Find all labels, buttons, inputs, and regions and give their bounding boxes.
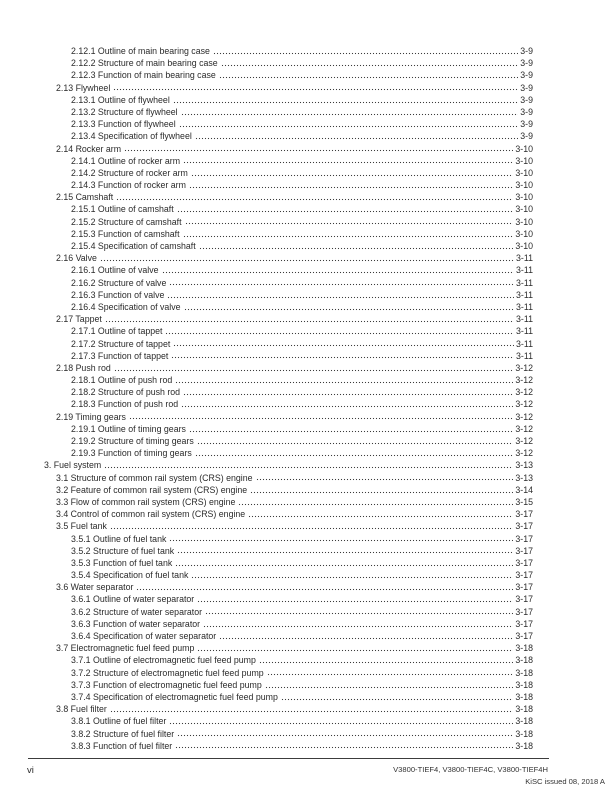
toc-entry[interactable]: [44, 728, 533, 740]
toc-entry-page: 3-18: [515, 716, 533, 727]
toc-entry-page: 3-12: [515, 375, 533, 386]
toc-entry-label: 2.16 Valve: [56, 253, 97, 264]
toc-entry-label: 3.6.3 Function of water separator: [71, 618, 201, 629]
toc-leader-dots: [267, 667, 514, 679]
toc-entry-label: 2.16.1 Outline of valve: [71, 265, 159, 276]
toc-entry-label: 2.16.2 Structure of valve: [71, 277, 167, 288]
toc-entry[interactable]: [44, 740, 533, 752]
toc-entry[interactable]: [44, 557, 533, 569]
toc-entry-label: 2.15.3 Function of camshaft: [71, 228, 180, 239]
toc-entry[interactable]: [44, 459, 533, 471]
toc-entry-page: 3-18: [515, 655, 533, 666]
toc-leader-dots: [221, 57, 519, 69]
toc-entry-label: 3.5.2 Structure of fuel tank: [71, 545, 175, 556]
toc-entry-label: 3.5.3 Function of fuel tank: [71, 557, 173, 568]
toc-entry-page: 3-9: [520, 119, 533, 130]
toc-entry-page: 3-10: [515, 167, 533, 178]
toc-entry-page: 3-17: [515, 521, 533, 532]
toc-entry-page: 3-17: [515, 631, 533, 641]
toc-entry-page: 3-11: [516, 301, 533, 312]
toc-entry-page: 3-9: [520, 94, 533, 105]
toc-entry-label: 2.17.3 Function of tappet: [71, 350, 169, 361]
toc-leader-dots: [114, 362, 514, 374]
footer-model-codes: V3800-TIEF4, V3800-TIEF4C, V3800-TIEF4H: [393, 765, 548, 774]
toc-entry[interactable]: [44, 374, 533, 386]
toc-entry[interactable]: [44, 167, 533, 179]
toc-entry-page: 3-12: [515, 448, 533, 459]
toc-entry[interactable]: [44, 630, 533, 642]
toc-entry-label: 2.18.2 Structure of push rod: [71, 387, 181, 398]
toc-entry[interactable]: [44, 203, 533, 215]
toc-entry-page: 3-11: [516, 277, 533, 288]
toc-entry[interactable]: [44, 155, 533, 167]
toc-entry-label: 2.19.3 Function of timing gears: [71, 448, 192, 459]
toc-entry[interactable]: [44, 252, 533, 264]
toc-leader-dots: [238, 496, 513, 508]
toc-entry-label: 3.5.4 Specification of fuel tank: [71, 570, 189, 581]
toc-leader-dots: [183, 228, 514, 240]
toc-entry-label: 2.15.2 Structure of camshaft: [71, 216, 182, 227]
toc-entry-label: 2.19.2 Structure of timing gears: [71, 436, 194, 446]
toc-entry-page: 3-17: [515, 533, 533, 544]
toc-entry[interactable]: [44, 130, 533, 142]
toc-entry-label: 2.14.3 Function of rocker arm: [71, 180, 186, 191]
toc-entry-page: 3-11: [516, 314, 533, 325]
toc-entry-label: 3.7 Electromagnetic fuel feed pump: [56, 643, 195, 654]
toc-leader-dots: [281, 691, 514, 703]
toc-leader-dots: [175, 557, 513, 569]
toc-entry-page: 3-9: [520, 106, 533, 117]
toc-entry-page: 3-10: [515, 216, 533, 227]
toc-entry-label: 3.5.1 Outline of fuel tank: [71, 533, 167, 544]
toc-leader-dots: [173, 94, 519, 106]
toc-leader-dots: [183, 386, 513, 398]
toc-entry-label: 2.14.1 Outline of rocker arm: [71, 155, 181, 166]
toc-leader-dots: [171, 350, 514, 362]
toc-entry-label: 2.18.1 Outline of push rod: [71, 375, 173, 386]
toc-entry-page: 3-17: [515, 618, 533, 629]
toc-entry-page: 3-9: [520, 46, 533, 56]
toc-entry-page: 3-17: [515, 545, 533, 556]
toc-entry[interactable]: [44, 106, 533, 118]
toc-leader-dots: [265, 679, 514, 691]
toc-entry-label: 2.12.1 Outline of main bearing case: [71, 46, 210, 56]
toc-leader-dots: [177, 728, 513, 740]
toc-entry[interactable]: [44, 545, 533, 557]
toc-leader-dots: [179, 118, 519, 130]
toc-leader-dots: [116, 191, 513, 203]
toc-entry[interactable]: [44, 618, 533, 630]
toc-entry[interactable]: [44, 569, 533, 581]
toc-leader-dots: [175, 374, 513, 386]
toc-entry-page: 3-13: [515, 460, 533, 471]
toc-entry[interactable]: [44, 338, 533, 350]
toc-entry-label: 2.12.2 Structure of main bearing case: [71, 58, 218, 69]
toc-entry[interactable]: [44, 679, 533, 691]
toc-entry-label: 3.5 Fuel tank: [56, 521, 107, 532]
toc-entry-page: 3-10: [515, 192, 533, 203]
toc-entry-label: 2.19 Timing gears: [56, 411, 126, 422]
toc-entry[interactable]: [44, 277, 533, 289]
toc-leader-dots: [189, 423, 513, 435]
toc-leader-dots: [185, 216, 514, 228]
toc-entry-page: 3-18: [515, 679, 533, 690]
toc-entry-label: 2.12.3 Function of main bearing case: [71, 70, 216, 81]
toc-entry-label: 2.19.1 Outline of timing gears: [71, 423, 186, 434]
toc-entry-label: 3.3 Flow of common rail system (CRS) engine: [56, 496, 236, 507]
toc-leader-dots: [169, 277, 514, 289]
toc-entry-page: 3-10: [515, 228, 533, 239]
toc-entry-page: 3-12: [515, 362, 533, 373]
toc-entry-page: 3-12: [515, 436, 533, 446]
toc-entry-label: 3.8.3 Function of fuel filter: [71, 740, 173, 751]
toc-entry-label: 3. Fuel system: [44, 460, 102, 471]
toc-entry[interactable]: [44, 435, 533, 447]
table-of-contents: [44, 45, 533, 752]
toc-entry-page: 3-17: [515, 606, 533, 617]
toc-entry[interactable]: [44, 508, 533, 520]
toc-entry[interactable]: [44, 642, 533, 654]
toc-entry-label: 3.8.2 Structure of fuel filter: [71, 728, 175, 739]
toc-entry-page: 3-10: [515, 180, 533, 191]
toc-entry[interactable]: [44, 240, 533, 252]
toc-leader-dots: [129, 411, 513, 423]
toc-entry[interactable]: [44, 216, 533, 228]
toc-leader-dots: [259, 654, 514, 666]
toc-leader-dots: [250, 484, 513, 496]
toc-entry[interactable]: [44, 82, 533, 94]
toc-leader-dots: [175, 740, 513, 752]
toc-entry[interactable]: [44, 289, 533, 301]
toc-leader-dots: [189, 179, 513, 191]
toc-leader-dots: [195, 130, 518, 142]
toc-entry[interactable]: [44, 143, 533, 155]
toc-entry-page: 3-18: [515, 691, 533, 702]
toc-entry[interactable]: [44, 362, 533, 374]
toc-entry-page: 3-10: [515, 204, 533, 215]
toc-entry-page: 3-12: [515, 387, 533, 398]
toc-entry[interactable]: [44, 667, 533, 679]
toc-entry-page: 3-9: [520, 131, 533, 142]
toc-entry-page: 3-10: [515, 143, 533, 154]
toc-entry[interactable]: [44, 411, 533, 423]
toc-entry[interactable]: [44, 593, 533, 605]
toc-entry[interactable]: [44, 654, 533, 666]
toc-leader-dots: [183, 155, 513, 167]
toc-entry[interactable]: [44, 472, 533, 484]
toc-leader-dots: [104, 459, 513, 471]
toc-entry-page: 3-17: [515, 570, 533, 581]
toc-entry[interactable]: [44, 581, 533, 593]
toc-leader-dots: [173, 338, 514, 350]
toc-entry-page: 3-18: [515, 740, 533, 751]
toc-leader-dots: [124, 143, 513, 155]
toc-entry-page: 3-11: [516, 265, 533, 276]
toc-entry-page: 3-15: [515, 496, 533, 507]
toc-leader-dots: [110, 703, 514, 715]
toc-entry[interactable]: [44, 496, 533, 508]
toc-entry-page: 3-10: [515, 155, 533, 166]
toc-entry[interactable]: [44, 350, 533, 362]
toc-entry-label: 2.13.2 Structure of flywheel: [71, 106, 178, 117]
toc-entry[interactable]: [44, 398, 533, 410]
toc-entry-label: 2.15.4 Specification of camshaft: [71, 241, 196, 251]
toc-entry-label: 2.13.1 Outline of flywheel: [71, 94, 170, 105]
toc-entry-page: 3-18: [515, 728, 533, 739]
toc-entry-label: 2.17.2 Structure of tappet: [71, 338, 171, 349]
toc-entry-label: 2.15.1 Outline of camshaft: [71, 204, 174, 215]
toc-entry-label: 3.4 Control of common rail system (CRS) engine: [56, 509, 246, 520]
toc-entry-label: 3.7.1 Outline of electromagnetic fuel feed pump: [71, 655, 256, 666]
toc-leader-dots: [169, 533, 513, 545]
toc-leader-dots: [181, 398, 513, 410]
toc-entry-label: 3.6 Water separator: [56, 582, 134, 593]
toc-leader-dots: [110, 520, 514, 532]
toc-entry[interactable]: [44, 691, 533, 703]
toc-leader-dots: [197, 642, 513, 654]
toc-entry[interactable]: [44, 423, 533, 435]
toc-leader-dots: [162, 264, 514, 276]
toc-leader-dots: [177, 545, 513, 557]
toc-leader-dots: [113, 82, 518, 94]
toc-entry[interactable]: [44, 386, 533, 398]
toc-leader-dots: [105, 313, 514, 325]
toc-entry[interactable]: [44, 69, 533, 81]
toc-leader-dots: [197, 435, 514, 447]
toc-entry-page: 3-9: [520, 70, 533, 81]
toc-entry[interactable]: [44, 228, 533, 240]
toc-entry-label: 3.1 Structure of common rail system (CRS) engine: [56, 472, 253, 483]
toc-leader-dots: [167, 289, 514, 301]
toc-entry-label: 3.8 Fuel filter: [56, 704, 107, 715]
toc-leader-dots: [219, 630, 513, 642]
toc-leader-dots: [203, 618, 513, 630]
toc-entry[interactable]: [44, 715, 533, 727]
toc-entry-page: 3-17: [515, 557, 533, 568]
toc-entry-page: 3-14: [515, 484, 533, 495]
toc-leader-dots: [191, 167, 514, 179]
toc-leader-dots: [248, 508, 513, 520]
toc-entry[interactable]: [44, 313, 533, 325]
toc-entry-page: 3-17: [515, 509, 533, 520]
toc-leader-dots: [205, 606, 513, 618]
toc-entry[interactable]: [44, 118, 533, 130]
toc-entry-page: 3-11: [516, 338, 533, 349]
toc-entry-label: 3.6.1 Outline of water separator: [71, 594, 195, 605]
toc-entry-label: 3.6.4 Specification of water separator: [71, 631, 217, 641]
toc-entry-page: 3-12: [515, 411, 533, 422]
toc-entry-page: 3-12: [515, 399, 533, 410]
toc-entry-page: 3-13: [515, 472, 533, 483]
toc-entry-page: 3-17: [515, 582, 533, 593]
toc-entry-label: 3.7.4 Specification of electromagnetic fuel feed pump: [71, 691, 278, 702]
toc-entry-page: 3-18: [515, 704, 533, 715]
toc-entry-label: 2.17.1 Outline of tappet: [71, 326, 163, 337]
toc-entry-label: 2.18.3 Function of push rod: [71, 399, 179, 410]
toc-entry-label: 2.15 Camshaft: [56, 192, 114, 203]
toc-entry-label: 2.13.4 Specification of flywheel: [71, 131, 192, 142]
toc-entry-page: 3-11: [516, 350, 533, 361]
toc-entry-label: 2.14 Rocker arm: [56, 143, 122, 154]
toc-leader-dots: [184, 301, 514, 313]
toc-leader-dots: [199, 240, 514, 252]
toc-leader-dots: [191, 569, 513, 581]
toc-entry[interactable]: [44, 533, 533, 545]
toc-entry[interactable]: [44, 264, 533, 276]
toc-entry[interactable]: [44, 179, 533, 191]
toc-entry-page: 3-12: [515, 423, 533, 434]
toc-entry[interactable]: [44, 606, 533, 618]
toc-entry-label: 2.16.4 Specification of valve: [71, 301, 181, 312]
toc-entry[interactable]: [44, 325, 533, 337]
toc-entry[interactable]: [44, 45, 533, 57]
toc-entry-page: 3-9: [520, 82, 533, 93]
toc-entry-label: 3.2 Feature of common rail system (CRS) engine: [56, 484, 248, 495]
toc-entry-page: 3-11: [516, 253, 533, 264]
toc-entry[interactable]: [44, 520, 533, 532]
toc-entry[interactable]: [44, 447, 533, 459]
toc-entry[interactable]: [44, 703, 533, 715]
toc-entry[interactable]: [44, 57, 533, 69]
toc-entry-label: 2.16.3 Function of valve: [71, 289, 165, 300]
toc-leader-dots: [197, 593, 513, 605]
toc-entry-page: 3-18: [515, 643, 533, 654]
toc-entry-page: 3-18: [515, 667, 533, 678]
toc-leader-dots: [181, 106, 519, 118]
toc-entry-label: 2.13.3 Function of flywheel: [71, 119, 176, 130]
toc-entry-page: 3-10: [515, 241, 533, 251]
footer-page-number: vi: [27, 765, 34, 776]
toc-entry[interactable]: [44, 94, 533, 106]
toc-entry-label: 2.18 Push rod: [56, 362, 111, 373]
toc-leader-dots: [195, 447, 514, 459]
toc-leader-dots: [136, 581, 513, 593]
toc-leader-dots: [169, 715, 513, 727]
toc-entry-label: 3.7.3 Function of electromagnetic fuel feed pump: [71, 679, 262, 690]
toc-entry-label: 2.17 Tappet: [56, 314, 102, 325]
toc-entry-page: 3-11: [516, 289, 533, 300]
toc-entry[interactable]: [44, 191, 533, 203]
toc-leader-dots: [219, 69, 519, 81]
toc-entry[interactable]: [44, 301, 533, 313]
toc-leader-dots: [177, 203, 514, 215]
toc-entry-label: 3.8.1 Outline of fuel filter: [71, 716, 167, 727]
toc-entry-page: 3-11: [516, 326, 533, 337]
toc-leader-dots: [100, 252, 514, 264]
toc-entry-label: 3.6.2 Structure of water separator: [71, 606, 203, 617]
footer-issue-stamp: KiSC issued 08, 2018 A: [525, 777, 605, 786]
toc-entry-label: 2.13 Flywheel: [56, 82, 111, 93]
toc-leader-dots: [165, 325, 514, 337]
toc-leader-dots: [256, 472, 514, 484]
toc-entry-page: 3-9: [520, 58, 533, 69]
toc-entry-label: 2.14.2 Structure of rocker arm: [71, 167, 188, 178]
toc-entry[interactable]: [44, 484, 533, 496]
footer-divider: [28, 758, 549, 759]
toc-entry-label: 3.7.2 Structure of electromagnetic fuel feed pump: [71, 667, 264, 678]
toc-leader-dots: [213, 45, 518, 57]
toc-entry-page: 3-17: [515, 594, 533, 605]
